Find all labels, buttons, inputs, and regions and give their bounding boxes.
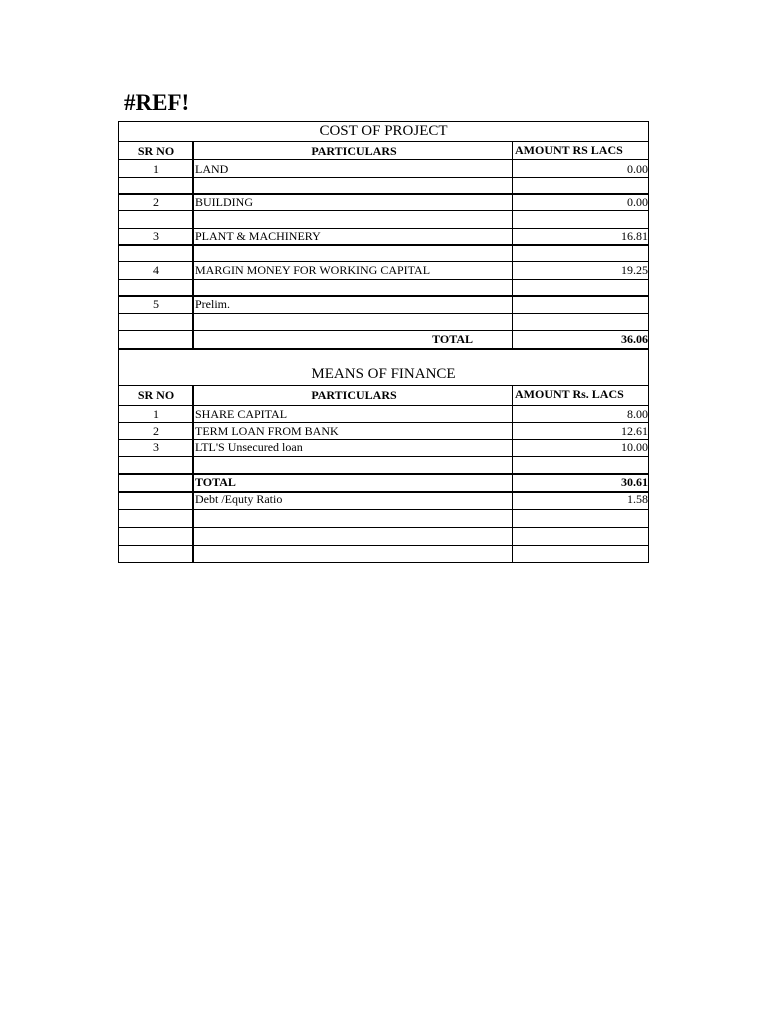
cost-header-sr: SR NO bbox=[137, 144, 175, 158]
finance-header-sr: SR NO bbox=[137, 388, 175, 402]
grid-line bbox=[512, 141, 513, 349]
finance-header-amount: AMOUNT Rs. LACS bbox=[515, 387, 624, 401]
cost-row-amount: 0.00 bbox=[627, 162, 648, 176]
cost-total-label: TOTAL bbox=[432, 332, 473, 346]
finance-row-sr: 1 bbox=[153, 407, 159, 421]
cost-row-particulars: BUILDING bbox=[195, 195, 253, 209]
finance-row-amount: 12.61 bbox=[621, 424, 648, 438]
finance-total-value: 30.61 bbox=[621, 475, 648, 489]
debt-equity-ratio-label: Debt /Equty Ratio bbox=[195, 492, 283, 506]
grid-line bbox=[119, 509, 648, 510]
grid-line bbox=[119, 313, 648, 314]
finance-row-sr: 3 bbox=[153, 440, 159, 454]
finance-row-sr: 2 bbox=[153, 424, 159, 438]
means-of-finance-title: MEANS OF FINANCE bbox=[311, 366, 456, 382]
cost-row-amount: 19.25 bbox=[621, 263, 648, 277]
cost-row-sr: 1 bbox=[153, 162, 159, 176]
finance-row-amount: 8.00 bbox=[627, 407, 648, 421]
grid-line bbox=[119, 177, 648, 178]
cost-row-sr: 2 bbox=[153, 195, 159, 209]
cost-row-particulars: PLANT & MACHINERY bbox=[195, 229, 321, 243]
cost-row-sr: 4 bbox=[153, 263, 159, 277]
cost-row-particulars: Prelim. bbox=[195, 297, 230, 311]
grid-line bbox=[119, 210, 648, 211]
finance-row-particulars: LTL'S Unsecured loan bbox=[195, 440, 303, 454]
cost-row-particulars: MARGIN MONEY FOR WORKING CAPITAL bbox=[195, 263, 431, 277]
finance-row-particulars: SHARE CAPITAL bbox=[195, 407, 288, 421]
grid-line bbox=[119, 545, 648, 546]
finance-header-particulars: PARTICULARS bbox=[311, 388, 397, 402]
grid-line bbox=[119, 279, 648, 280]
cost-of-project-title: COST OF PROJECT bbox=[319, 123, 448, 139]
grid-line bbox=[119, 244, 648, 246]
cost-header-particulars: PARTICULARS bbox=[311, 144, 397, 158]
cost-header-amount: AMOUNT RS LACS bbox=[515, 143, 623, 157]
cost-total-value: 36.06 bbox=[621, 332, 648, 346]
cost-row-sr: 3 bbox=[153, 229, 159, 243]
cost-row-particulars: LAND bbox=[195, 162, 229, 176]
ref-error-heading: #REF! bbox=[124, 90, 190, 115]
grid-line bbox=[119, 348, 648, 350]
grid-line bbox=[119, 159, 648, 160]
grid-line bbox=[119, 456, 648, 457]
cost-row-sr: 5 bbox=[153, 297, 159, 311]
finance-total-label: TOTAL bbox=[195, 475, 236, 489]
grid-line bbox=[119, 527, 648, 528]
finance-row-particulars: TERM LOAN FROM BANK bbox=[195, 424, 339, 438]
grid-line bbox=[512, 385, 513, 563]
cost-row-amount: 16.81 bbox=[621, 229, 648, 243]
debt-equity-ratio-value: 1.58 bbox=[627, 492, 648, 506]
cost-row-amount: 0.00 bbox=[627, 195, 648, 209]
finance-row-amount: 10.00 bbox=[621, 440, 648, 454]
project-sheet bbox=[118, 121, 649, 563]
